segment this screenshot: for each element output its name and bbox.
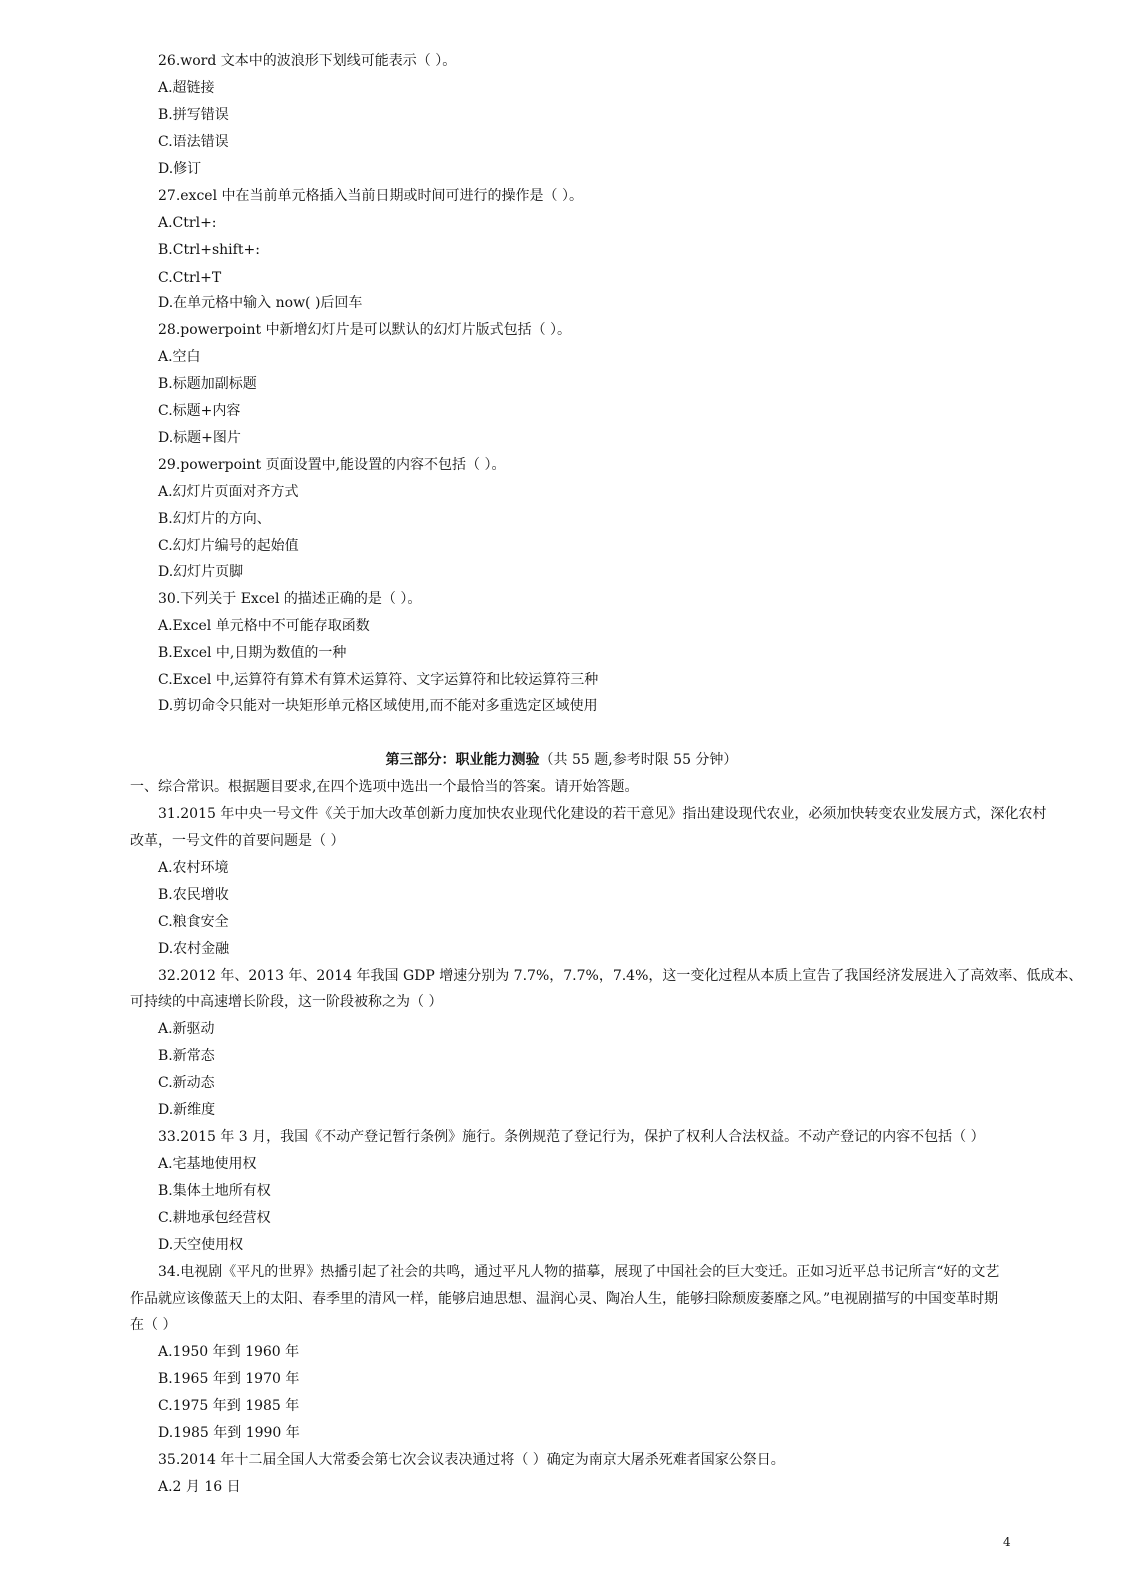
question-32-stem: 32.2012 年、2013 年、2014 年我国 GDP 增速分别为 7.7%，7.7%，7.4%，这一变化过程从本质上宣告了我国经济发展进入了高效率、低成本、 bbox=[158, 968, 1083, 984]
question-34-stem-cont-1: 作品就应该像蓝天上的太阳、春季里的清风一样，能够启迪思想、温润心灵、陶冶人生，能够扫除颓废萎靡之风。”电视剧描写的中国变革时期 bbox=[130, 1291, 999, 1307]
page-number: 4 bbox=[1003, 1535, 1011, 1549]
question-30-option-d: D.剪切命令只能对一块矩形单元格区域使用,而不能对多重选定区域使用 bbox=[158, 698, 598, 714]
question-34-stem-cont-2: 在（ ） bbox=[130, 1317, 177, 1333]
question-33-option-b: B.集体土地所有权 bbox=[158, 1183, 271, 1199]
question-29-option-c: C.幻灯片编号的起始值 bbox=[158, 538, 299, 554]
question-28-stem: 28.powerpoint 中新增幻灯片是可以默认的幻灯片版式包括（ ）。 bbox=[158, 322, 572, 338]
question-27-option-a: A.Ctrl+: bbox=[158, 215, 217, 231]
question-30-stem: 30.下列关于 Excel 的描述正确的是（ ）。 bbox=[158, 591, 422, 607]
question-28-option-b: B.标题加副标题 bbox=[158, 376, 257, 392]
question-30-option-a: A.Excel 单元格中不可能存取函数 bbox=[158, 618, 370, 634]
question-32-option-b: B.新常态 bbox=[158, 1048, 215, 1064]
question-29-option-a: A.幻灯片页面对齐方式 bbox=[158, 484, 299, 500]
question-33-stem: 33.2015 年 3 月，我国《不动产登记暂行条例》施行。条例规范了登记行为，保护了权利人合法权益。不动产登记的内容不包括（ ） bbox=[158, 1129, 985, 1145]
question-31-stem-cont: 改革，一号文件的首要问题是（ ） bbox=[130, 833, 345, 849]
question-26-option-d: D.修订 bbox=[158, 161, 202, 177]
question-31-option-a: A.农村环境 bbox=[158, 860, 229, 876]
question-27-option-d: D.在单元格中输入 now( )后回车 bbox=[158, 295, 363, 311]
question-32-option-c: C.新动态 bbox=[158, 1075, 215, 1091]
question-31-option-d: D.农村金融 bbox=[158, 941, 230, 957]
question-33-option-d: D.天空使用权 bbox=[158, 1237, 244, 1253]
question-35-option-a: A.2 月 16 日 bbox=[158, 1479, 241, 1495]
section-3-title bbox=[0, 751, 1123, 769]
section-3-intro: 一、综合常识。根据题目要求,在四个选项中选出一个最恰当的答案。请开始答题。 bbox=[130, 779, 639, 795]
question-32-stem-cont: 可持续的中高速增长阶段，这一阶段被称之为（ ） bbox=[130, 994, 443, 1010]
question-29-stem: 29.powerpoint 页面设置中,能设置的内容不包括（ ）。 bbox=[158, 457, 506, 473]
question-28-option-a: A.空白 bbox=[158, 349, 201, 365]
question-31-option-b: B.农民增收 bbox=[158, 887, 229, 903]
question-33-option-c: C.耕地承包经营权 bbox=[158, 1210, 271, 1226]
question-29-option-d: D.幻灯片页脚 bbox=[158, 564, 244, 580]
question-28-option-c: C.标题+内容 bbox=[158, 403, 241, 419]
question-32-option-d: D.新维度 bbox=[158, 1102, 216, 1118]
question-32-option-a: A.新驱动 bbox=[158, 1021, 215, 1037]
question-35-stem: 35.2014 年十二届全国人大常委会第七次会议表决通过将（ ）确定为南京大屠杀死难者国家公祭日。 bbox=[158, 1452, 785, 1468]
section-3-title-rest: （共 55 题,参考时限 55 分钟） bbox=[539, 752, 738, 768]
question-34-option-b: B.1965 年到 1970 年 bbox=[158, 1371, 300, 1387]
question-31-stem: 31.2015 年中央一号文件《关于加大改革创新力度加快农业现代化建设的若干意见》指出建设现代农业，必须加快转变农业发展方式，深化农村 bbox=[158, 806, 1047, 822]
question-26-option-a: A.超链接 bbox=[158, 80, 215, 96]
question-26-option-c: C.语法错误 bbox=[158, 134, 229, 150]
question-33-option-a: A.宅基地使用权 bbox=[158, 1156, 257, 1172]
question-26-option-b: B.拼写错误 bbox=[158, 107, 229, 123]
question-34-option-c: C.1975 年到 1985 年 bbox=[158, 1398, 300, 1414]
question-27-option-b: B.Ctrl+shift+: bbox=[158, 242, 260, 258]
question-34-option-d: D.1985 年到 1990 年 bbox=[158, 1425, 300, 1441]
question-26-stem: 26.word 文本中的波浪形下划线可能表示（ ）。 bbox=[158, 53, 457, 69]
question-30-option-b: B.Excel 中,日期为数值的一种 bbox=[158, 645, 347, 661]
question-27-option-c: C.Ctrl+T bbox=[158, 270, 222, 286]
question-34-option-a: A.1950 年到 1960 年 bbox=[158, 1344, 300, 1360]
question-29-option-b: B.幻灯片的方向、 bbox=[158, 511, 271, 527]
question-34-stem: 34.电视剧《平凡的世界》热播引起了社会的共鸣，通过平凡人物的描摹，展现了中国社会的巨大变迁。正如习近平总书记所言“好的文艺 bbox=[158, 1264, 1000, 1280]
question-28-option-d: D.标题+图片 bbox=[158, 430, 241, 446]
question-31-option-c: C.粮食安全 bbox=[158, 914, 229, 930]
section-3-title-bold: 第三部分：职业能力测验 bbox=[385, 752, 540, 768]
question-27-stem: 27.excel 中在当前单元格插入当前日期或时间可进行的操作是（ ）。 bbox=[158, 188, 583, 204]
question-30-option-c: C.Excel 中,运算符有算术有算术运算符、文字运算符和比较运算符三种 bbox=[158, 672, 599, 688]
